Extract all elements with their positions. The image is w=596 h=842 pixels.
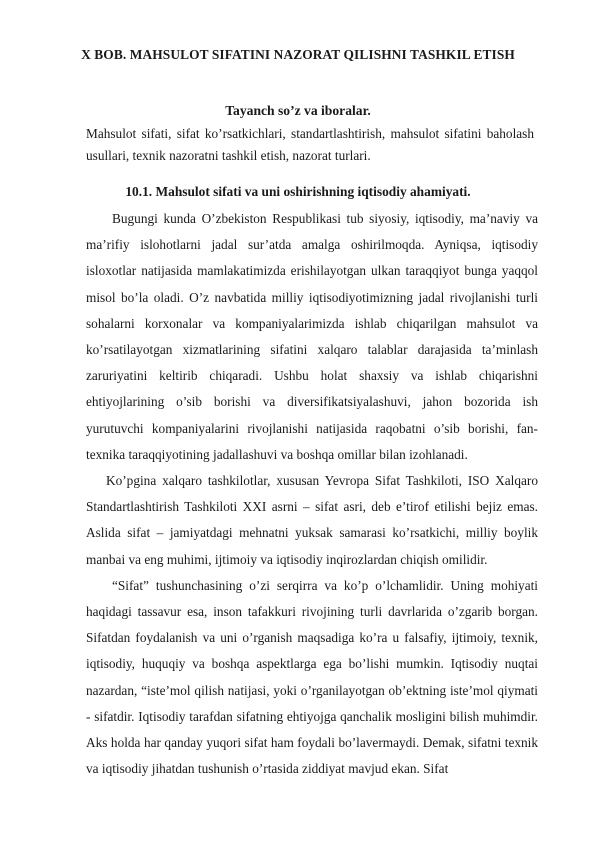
paragraph: Ko’pgina xalqaro tashkilotlar, xususan Yevropa Sifat Tashkiloti, ISO Xalqaro Standartlashtirish Tashkiloti XXI asrni – sifat asri, deb e’tirof etilishi bejiz emas. Aslida sifat – jamiyatdagi mehnatni yuksak samarasi ko’rsatkichi, milliy boylik manbai va eng muhimi, ijtimoiy va iqtisodiy inqirozlardan chiqish omilidir. bbox=[86, 473, 538, 567]
section-heading: 10.1. Mahsulot sifati va uni oshirishning iqtisodiy ahamiyati. bbox=[125, 184, 471, 199]
body-text bbox=[86, 206, 538, 782]
keywords-text: Mahsulot sifati, sifat ko’rsatkichlari, standartlashtirish, mahsulot sifatini baholash usullari, texnik nazoratni tashkil etish, nazorat turlari. bbox=[86, 126, 534, 163]
keywords-heading: Tayanch so’z va iboralar. bbox=[225, 103, 371, 118]
paragraph: Bugungi kunda O’zbekiston Respublikasi tub siyosiy, iqtisodiy, ma’naviy va ma’rifiy islohotlarni jadal sur’atda amalga oshirilmoqda. Ayniqsa, iqtisodiy isloxotlar natijasida mamlakatimizda erishilayotgan ulkan taraqqiyot bunga yaqqol misol bo’la oladi. O’z navbatida milliy iqtisodiyotimizning jadal rivojlanishi turli sohalarni korxonalar va kompaniyalarimizda ishlab chiqarilgan mahsulot va ko’rsatilayotgan xizmatlarining sifatini xalqaro talablar darajasida ta’minlash zaruriyatini keltirib chiqaradi. Ushbu holat shaxsiy va ishlab chiqarishni ehtiyojlarining o’sib borishi va diversifikatsiyalashuvi, jahon bozorida ish yurutuvchi kompaniyalarini rivojlanishi natijasida raqobatni o’sib borishi, fan-texnika taraqqiyotining jadallashuvi va boshqa omillar bilan izohlanadi. bbox=[86, 211, 538, 462]
paragraph: “Sifat” tushunchasining o’zi serqirra va ko’p o’lchamlidir. Uning mohiyati haqidagi tassavur esa, inson tafakkuri rivojining turli davrlarida o’zgarib borgan. Sifatdan foydalanish va uni o’rganish maqsadiga ko’ra u falsafiy, ijtimoiy, texnik, iqtisodiy, huquqiy va boshqa aspektlarga ega bo’lishi mumkin. Iqtisodiy nuqtai nazardan, “iste’mol qilish natijasi, yoki o’rganilayotgan ob’ektning iste’mol qiymati - sifatdir. Iqtisodiy tarafdan sifatning ehtiyojga qanchalik mosligini bilish muhimdir. Aks holda har qanday yuqori sifat ham foydali bo’lavermaydi. Demak, sifatni texnik va iqtisodiy jihatdan tushunish o’rtasida ziddiyat mavjud ekan. Sifat bbox=[86, 577, 538, 777]
chapter-title: X BOB. MAHSULOT SIFATINI NAZORAT QILISHNI TASHKIL ETISH bbox=[81, 47, 515, 62]
